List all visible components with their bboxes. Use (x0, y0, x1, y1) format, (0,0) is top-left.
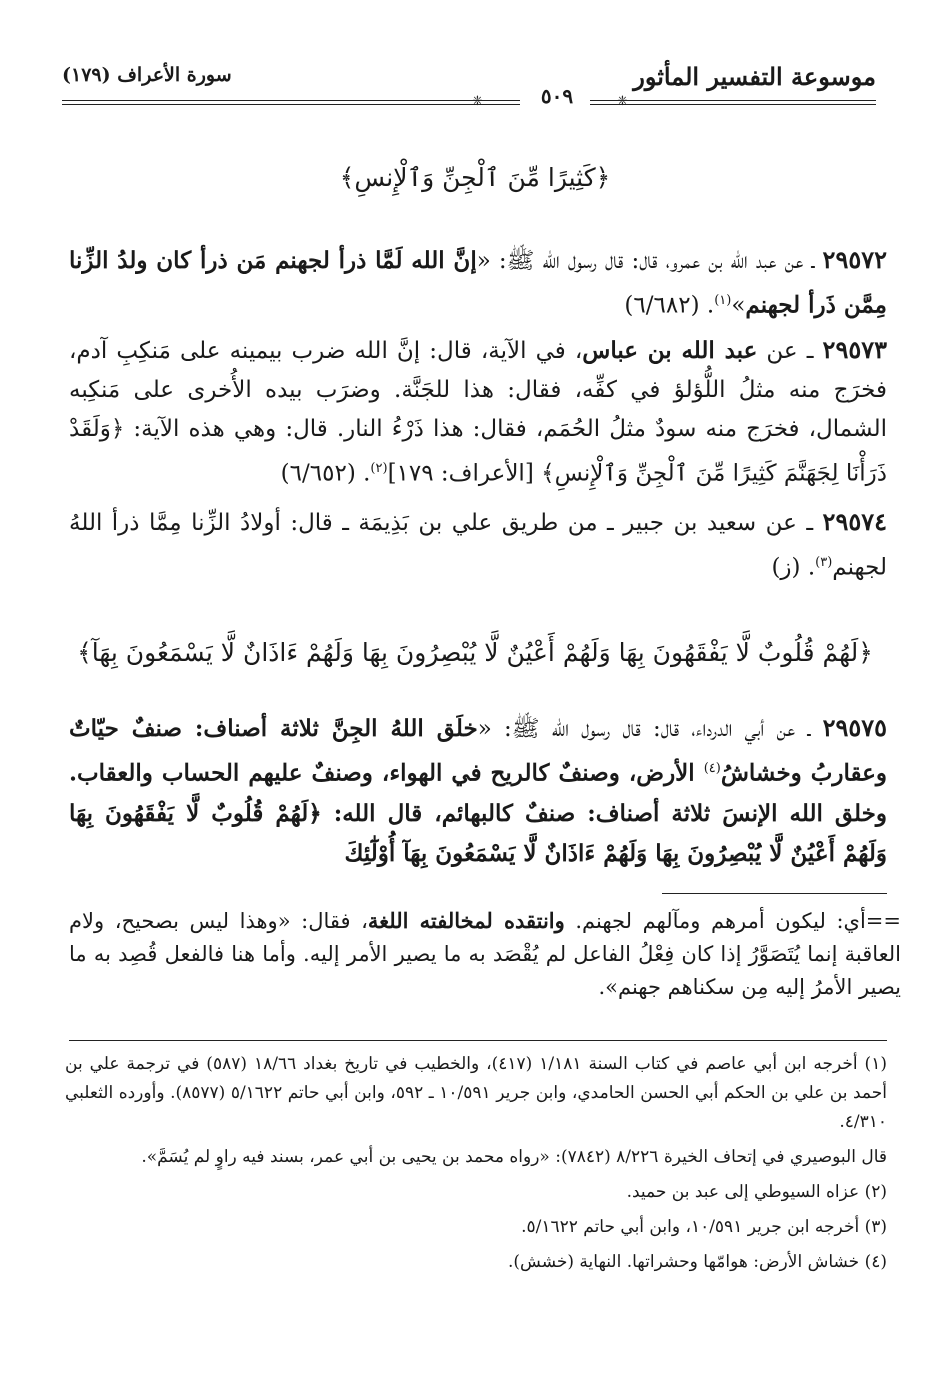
footnotes (65, 1050, 887, 1283)
narration-text: ـ عن (757, 338, 823, 364)
narration-number: ٢٩٥٧٥ (822, 713, 888, 742)
continuation-marker: == (865, 909, 901, 933)
hadith-text: إنَّ الله لَمَّا ذرأ لجهنم مَن ذرأ كان ولدُ الزِّنا مِمَّن ذَرأ لجهنم (69, 247, 887, 319)
hadith-text: الأرض، وصنفٌ كالريح في الهواء، وصنفٌ عليهم الحساب والعقاب. وخلق الله الإنسَ ثلاثة أصناف: صنفٌ كالبهائم، قال الله: ﴿لَهُمْ قُلُوبٌ لَّا يَفْقَهُونَ بِهَا وَلَهُمْ أَعْيُنٌ لَّا يُبْصِرُونَ بِهَا وَلَهُمْ ءَاذَانٌ لَّا يَسْمَعُونَ بِهَآ أُوْلَٰٓئِكَ (69, 759, 887, 867)
footnote-ref-3: (٣) (815, 555, 833, 570)
continued-note (69, 904, 901, 1004)
narration-source: . (٦/٦٥٢) (280, 460, 371, 487)
narration-text: ـ عن سعيد بن جبير ـ من طريق علي بن بَذِيمَة ـ قال: أولادُ الزِّنا مِمَّا ذرأ اللهُ لجهنم (69, 510, 887, 581)
note-text: أي: ليكون أمرهم ومآلهم لجهنم. (564, 909, 866, 933)
footnote-ref-2: (٢) (370, 461, 388, 476)
narration-source: . (ز) (771, 554, 816, 581)
surah-label: سورة الأعراف (١٧٩) (62, 64, 232, 86)
page-header (62, 50, 876, 114)
narration-text: ، في الآية، قال: إنَّ الله ضرب بيمينه على مَنكِبِ آدم، فخرَج منه مثلُ اللُّؤلؤ في كفِّه، فقال: هذا للجَنَّة. وضرَب بيده الأُخرى على مَنكِبه الشمال، فخرَج منه سودٌ مثلُ الحُمَم، فقال: هذا ذَرْءُ النار. قال: وهي هذه الآية: ﴿وَلَقَدْ ذَرَأْنَا لِجَهَنَّمَ كَثِيرًا مِّنَ ٱلْجِنِّ وَٱلْإِنسِ﴾ [الأعراف: ١٧٩] (69, 338, 887, 487)
footnote-ref-1: (١) (714, 293, 732, 308)
footnote-3: (٣) أخرجه ابن جرير ١٠/٥٩١، وابن أبي حاتم ٥/١٦٢٢. (521, 1217, 887, 1237)
verse-heading-2: ﴿لَهُمْ قُلُوبٌ لَّا يَفْقَهُونَ بِهَا وَلَهُمْ أَعْيُنٌ لَّا يُبْصِرُونَ بِهَا وَلَهُمْ ءَاذَانٌ لَّا يَسْمَعُونَ بِهَآ﴾ (77, 638, 873, 667)
narration-number: ٢٩٥٧٣ (822, 335, 887, 364)
narration-text: ـ عن عبد الله بن عمرو، قال: قال رسول الله ﷺ: « (476, 248, 823, 274)
footnote-ref-4: (٤) (703, 761, 721, 776)
footnote-4: (٤) خشاش الأرض: هوامّها وحشراتها. النهاية (خشش). (508, 1252, 887, 1272)
narration-number: ٢٩٥٧٤ (822, 507, 887, 536)
narration-29574 (69, 502, 887, 588)
hadith-text: خلَق اللهُ الجِنَّ ثلاثة أصناف: صنفٌ حيّاتٌ وعقاربُ وخشاشُ (69, 715, 888, 787)
quote-close: » (731, 292, 746, 319)
footnote-separator (662, 893, 887, 894)
narration-29575 (69, 708, 887, 874)
narration-number: ٢٩٥٧٢ (822, 245, 887, 274)
page-number: ٥٠٩ (540, 84, 574, 108)
narrator-name: عبد الله بن عباس (582, 337, 758, 364)
header-rule-double (62, 104, 876, 105)
ornament-right-icon: ❈ (617, 94, 628, 109)
narration-29572 (69, 240, 887, 326)
footnote-1-cont: قال البوصيري في إتحاف الخيرة ٨/٢٢٦ (٧٨٤٢): «رواه محمد بن يحيى بن أبي عمر، بسند فيه راوٍ لم يُسَمَّ». (141, 1147, 887, 1167)
narration-29573 (69, 330, 887, 494)
ornament-left-icon: ❈ (472, 94, 483, 109)
note-text: ، فقال: «وهذا ليس بصحيح، ولام العاقبة إنما يُتَصَوَّرُ إذا كان فِعْلُ الفاعل لم يُقْصَد به ما يصير الأمر إليه. وأما هنا فالفعل قُصِد به ما يصير الأمرُ إليه مِن سكناهم جهنم». (69, 909, 901, 999)
narration-text: ـ عن أبي الدرداء، قال: قال رسول الله ﷺ: « (477, 716, 823, 742)
footnote-separator-full (69, 1040, 887, 1041)
footnote-2: (٢) عزاه السيوطي إلى عبد بن حميد. (626, 1182, 887, 1202)
book-title: موسوعة التفسير المأثور (633, 62, 876, 91)
verse-heading-1: ﴿كَثِيرًا مِّنَ ٱلْجِنِّ وَٱلْإِنسِ﴾ (339, 163, 611, 192)
narration-source: . (٦/٦٨٢) (624, 292, 715, 319)
note-bold: وانتقده لمخالفته اللغة (367, 908, 565, 933)
header-rule (62, 100, 876, 101)
footnote-1: (١) أخرجه ابن أبي عاصم في كتاب السنة ١/١٨١ (٤١٧)، والخطيب في تاريخ بغداد ١٨/٦٦ (٥٨٧) في ترجمة علي بن أحمد بن علي بن الحكم أبي الحسن الحامدي، وابن جرير ١٠/٥٩١ ـ ٥٩٢، وابن أبي حاتم ٥/١٦٢٢ (٨٥٧٧). وأورده الثعلبي ٤/٣١٠. (65, 1054, 887, 1132)
